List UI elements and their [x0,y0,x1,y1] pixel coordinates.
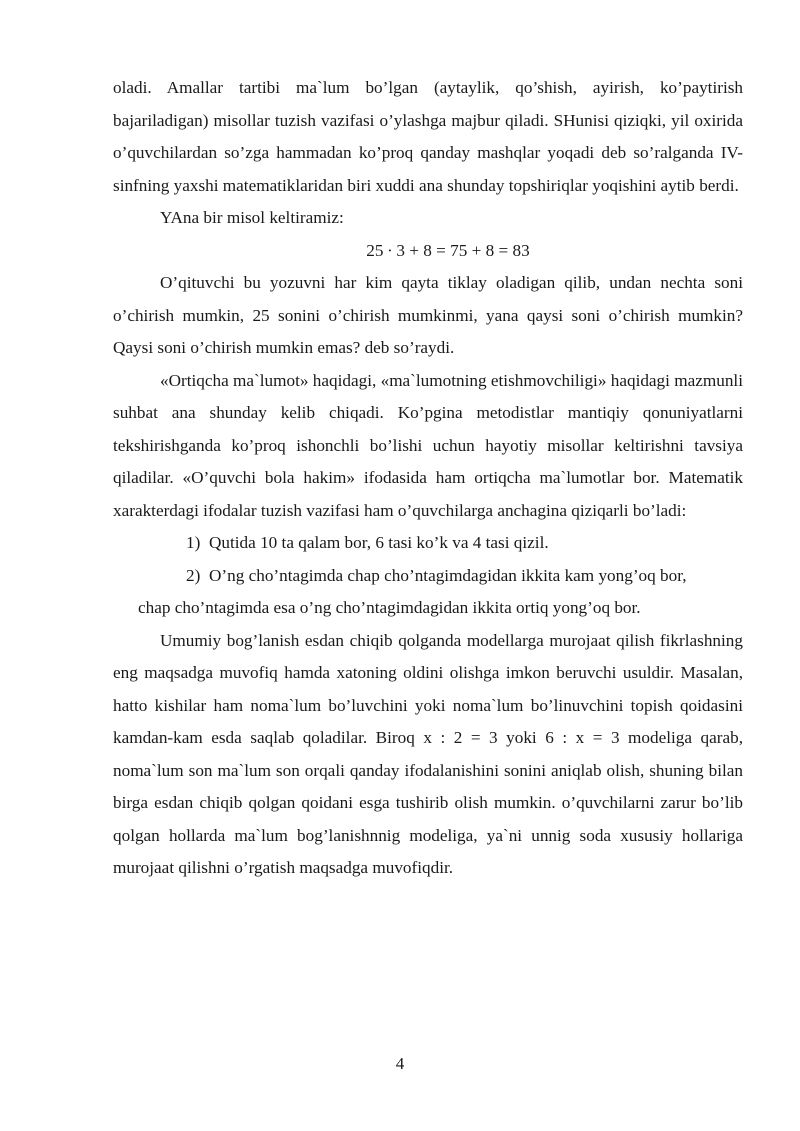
list-item-text: O’ng cho’ntagimda chap cho’ntagimdagidan ikkita kam yong’oq bor, [209,565,687,585]
paragraph-3: O’qituvchi bu yozuvni har kim qayta tiklay oladigan qilib, undan nechta soni o’chirish mumkin, 25 sonini o’chirish mumkinmi, yana qaysi soni o’chirish mumkin? Qaysi soni o’chirish mumkin emas? deb so’raydi. [113,273,743,357]
list-item-text: Qutida 10 ta qalam bor, 6 tasi ko’k va 4 tasi qizil. [209,533,549,552]
list-item [113,527,743,560]
paragraph-1: oladi. Amallar tartibi ma`lum bo’lgan (aytaylik, qo’shish, ayirish, ko’paytirish bajariladigan) misollar tuzish vazifasi o’ylashga majbur qiladi. SHunisi qiziqki, yil oxirida o’quvchilardan so’zga hammadan ko’proq qanday mashqlar yoqadi deb so’ralganda IV-sinfning yaxshi matematiklaridan biri xuddi ana shunday topshiriqlar yoqishini aytib berdi. [113,78,743,195]
numbered-list [113,527,743,625]
paragraph-5: Umumiy bog’lanish esdan chiqib qolganda modellarga murojaat qilish fikrlashning eng maqsadga muvofiq hamda xatoning oldini olishga imkon beruvchi usuldir. Masalan, hatto kishilar ham noma`lum bo’luvchini yoki noma`lum bo’linuvchini topish qoidasini kamdan-kam esda saqlab qoladilar. Biroq x : 2 = 3 yoki 6 : x = 3 modeliga qarab, noma`lum son ma`lum son orqali qanday ifodalanishini sonini aniqlab olish, shuning bilan birga esdan chiqib qolgan qoidani esga tushirib olish mumkin. o’quvchilarni zarur bo’lib qolgan hollarda ma`lum bog’lanishnnig modeliga, ya`ni unnig soda xususiy hollariga murojaat qilishni o’rgatish maqsadga muvofiqdir. [113,630,743,877]
list-item [113,560,743,593]
list-item-number: 2) [186,565,201,585]
list-item-number: 1) [186,533,201,552]
page-number: 4 [395,1054,405,1073]
list-item-continuation: chap cho’ntagimda esa o’ng cho’ntagimdagidan ikkita ortiq yong’oq bor. [138,598,641,617]
paragraph-4: «Ortiqcha ma`lumot» haqidagi, «ma`lumotning etishmovchiligi» haqidagi mazmunli suhbat ana shunday kelib chiqadi. Ko’pgina metodistlar mantiqiy qonuniyatlarni tekshirishganda ko’proq ishonchli bo’lishi uchun hayotiy misollar keltirishni tavsiya qiladilar. «O’quvchi bola hakim» ifodasida ham ortiqcha ma`lumotlar bor. Matematik xarakterdagi ifodalar tuzish vazifasi ham o’quvchilarga anchagina qiziqarli bo’ladi: [113,370,743,520]
page-content [113,72,743,885]
paragraph-2: YAna bir misol keltiramiz: [160,208,344,227]
formula: 25 ∙ 3 + 8 = 75 + 8 = 83 [366,240,530,260]
